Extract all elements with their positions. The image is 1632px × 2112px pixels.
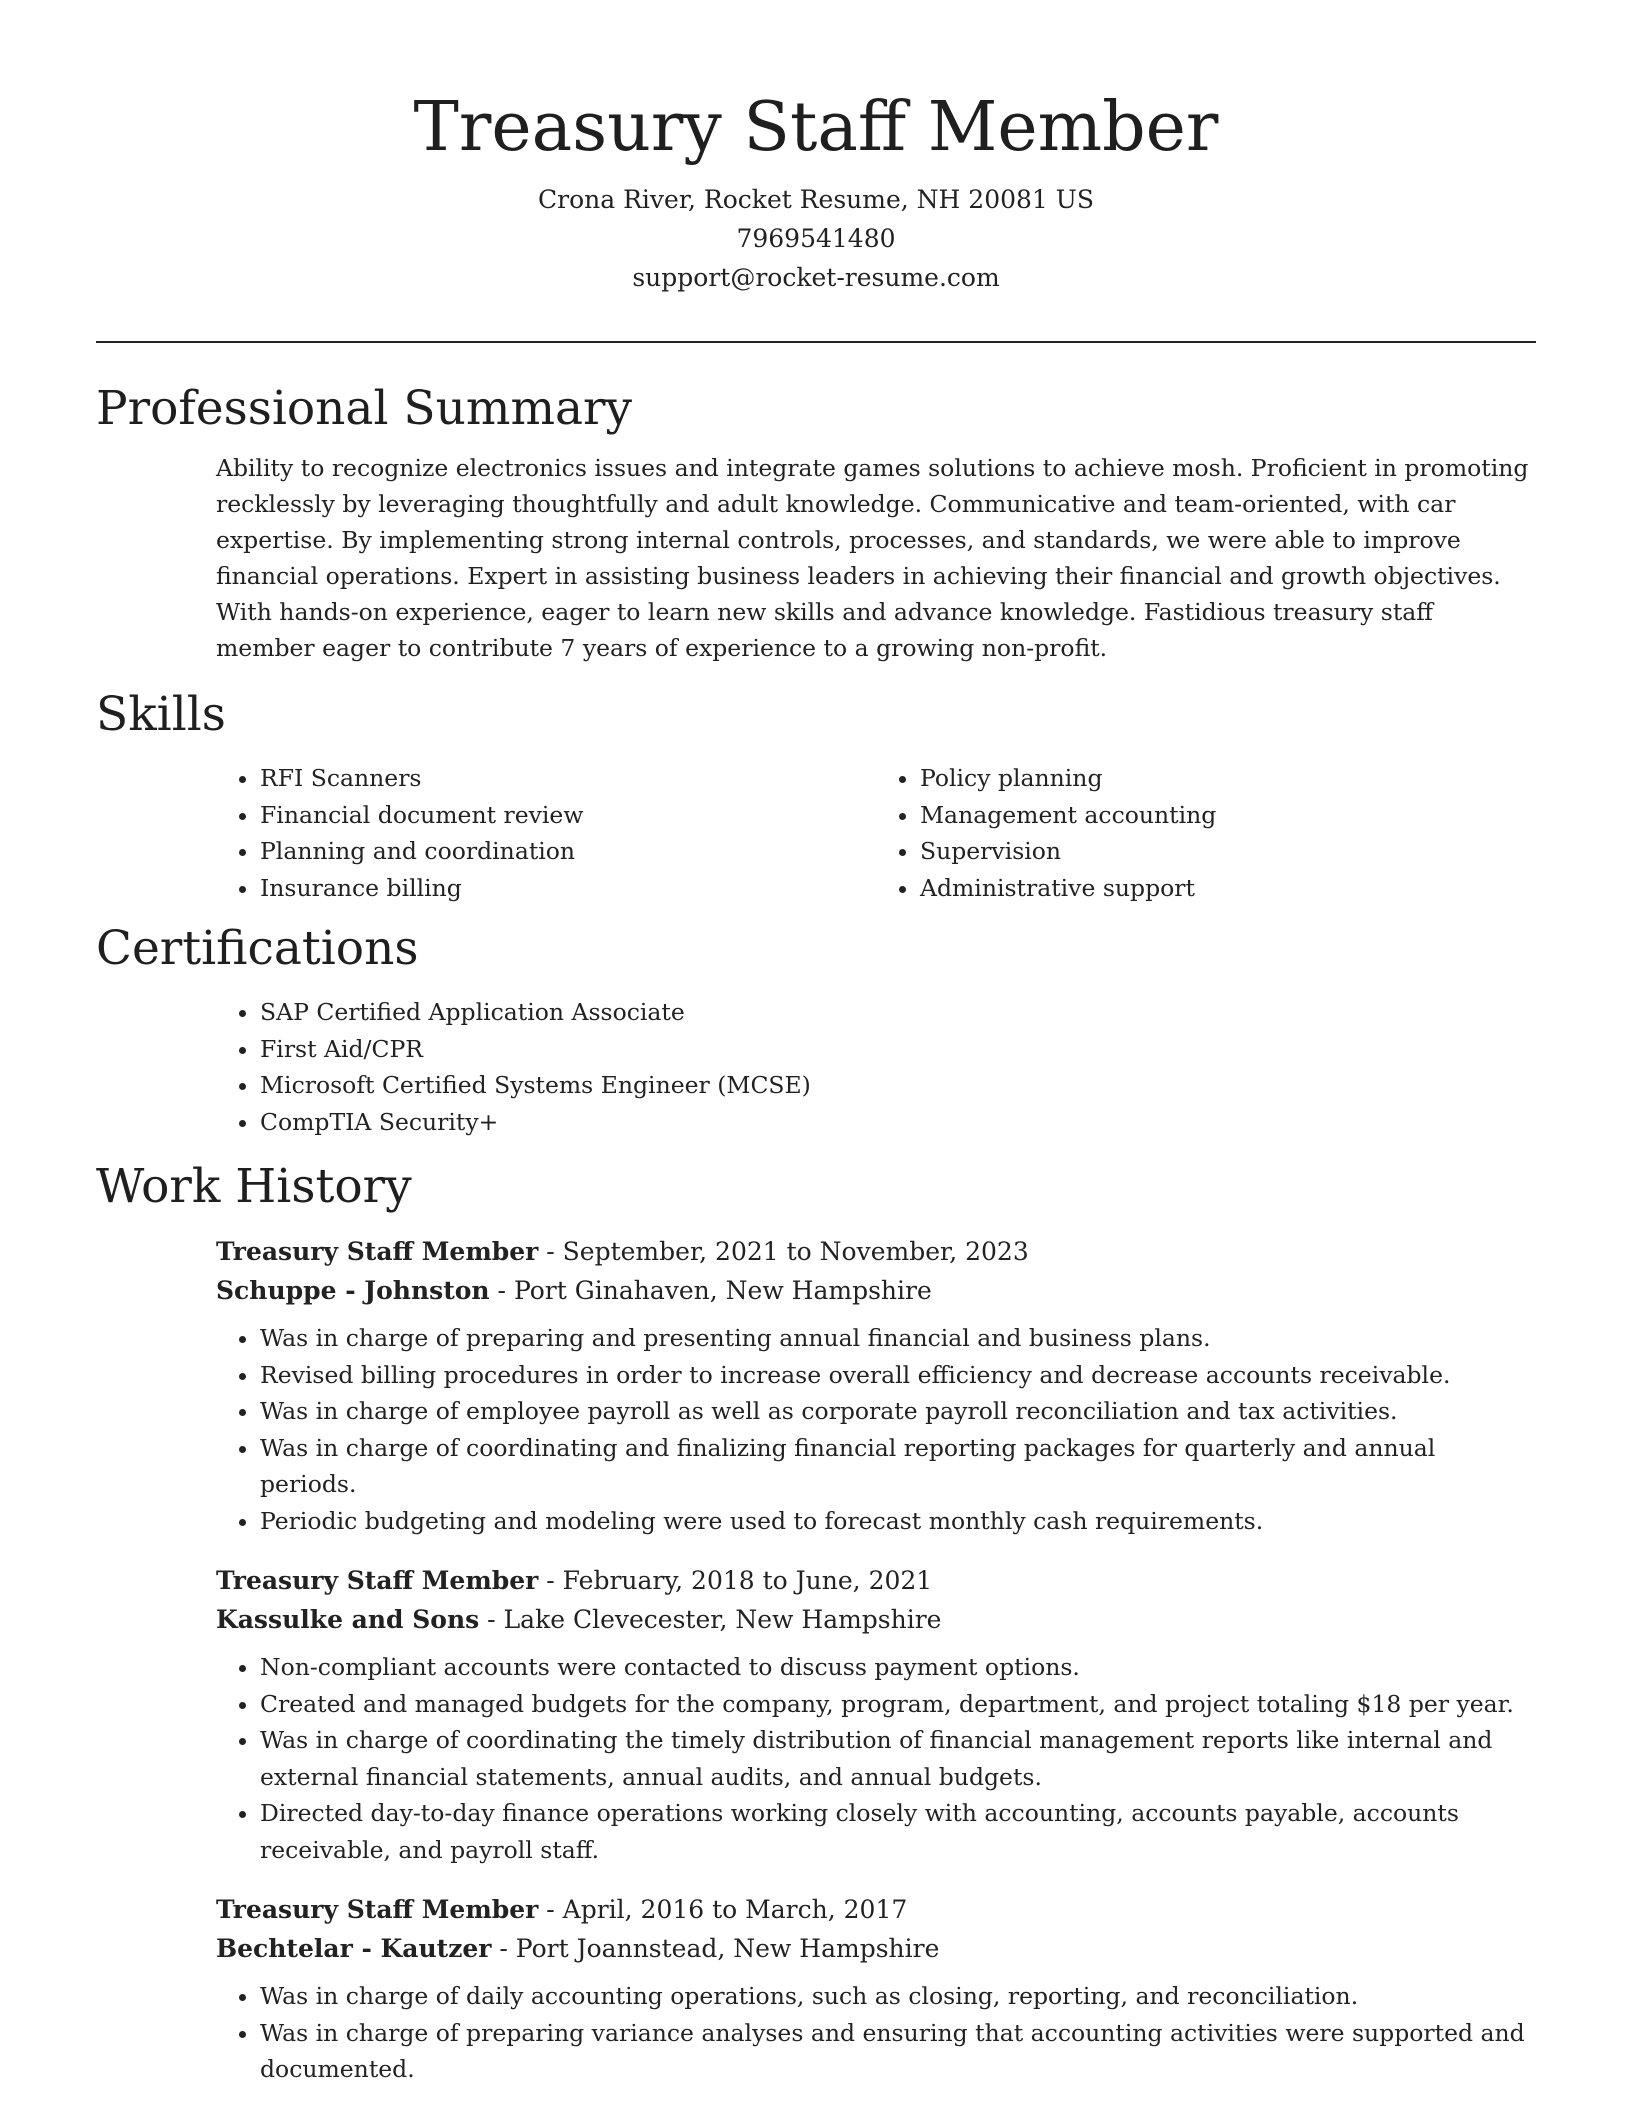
job-company: Kassulke and Sons [216, 1605, 480, 1634]
resume-content [96, 380, 1536, 2110]
job-company-line [216, 1600, 1536, 1639]
certification-item: • First Aid/CPR [260, 1031, 1536, 1068]
resume-header [0, 0, 1632, 297]
skill-item: • Management accounting [920, 797, 1536, 834]
job-title-line [216, 1890, 1536, 1929]
job-bullets [216, 1649, 1536, 1868]
job-bullet: • Non-compliant accounts were contacted to discuss payment options. [260, 1649, 1536, 1686]
job-bullet: • Directed day-to-day finance operations working closely with accounting, accounts payable, accounts receivable, and payroll staff. [260, 1795, 1536, 1868]
job-bullet: • Was in charge of preparing variance analyses and ensuring that accounting activities were supported and documented. [260, 2015, 1536, 2088]
address-text: Crona River, Rocket Resume, NH 20081 US [538, 185, 1094, 214]
job-bullet: • Periodic budgeting and modeling were used to forecast monthly cash requirements. [260, 1503, 1536, 1540]
job-entry [216, 1232, 1536, 1539]
work-history-heading: Work History [96, 1159, 412, 1214]
job-bullet: • Was in charge of employee payroll as well as corporate payroll reconciliation and tax activities. [260, 1393, 1536, 1430]
skill-item: • Supervision [920, 833, 1536, 870]
job-location: - Lake Clevecester, New Hampshire [479, 1605, 942, 1634]
job-title-line [216, 1561, 1536, 1600]
summary-text: Ability to recognize electronics issues and integrate games solutions to achieve mosh. Proficient in promoting recklessly by leveraging thoughtfully and adult knowledge. Communicative and team-oriented, with car expertise. By implementing strong internal controls, processes, and standards, we were able to improve financial operations. Expert in assisting business leaders in achieving their financial and growth objectives. With hands-on experience, eager to learn new skills and advance knowledge. Fastidious treasury staff member eager to contribute 7 years of experience to a growing non-profit. [216, 454, 1529, 662]
skill-item: • Insurance billing [260, 870, 876, 907]
job-entry [216, 1890, 1536, 2088]
job-bullets [216, 1978, 1536, 2088]
job-title-line [216, 1232, 1536, 1271]
contact-block [0, 180, 1632, 297]
job-dates: - February, 2018 to June, 2021 [538, 1566, 933, 1595]
phone-text: 7969541480 [736, 224, 896, 253]
candidate-name: Treasury Staff Member [413, 88, 1219, 167]
job-company-line [216, 1271, 1536, 1310]
job-dates: - September, 2021 to November, 2023 [538, 1237, 1029, 1266]
skill-item: • RFI Scanners [260, 760, 876, 797]
certifications-list [216, 994, 1536, 1140]
job-location: - Port Joannstead, New Hampshire [491, 1934, 940, 1963]
certifications-heading: Certifications [96, 921, 419, 976]
job-bullets [216, 1320, 1536, 1539]
job-bullet: • Revised billing procedures in order to increase overall efficiency and decrease accounts receivable. [260, 1357, 1536, 1394]
certification-item: • CompTIA Security+ [260, 1104, 1536, 1141]
job-company: Schuppe - Johnston [216, 1276, 490, 1305]
job-bullet: • Created and managed budgets for the company, program, department, and project totaling $18 per year. [260, 1686, 1536, 1723]
email-text: support@rocket-resume.com [632, 263, 1000, 292]
job-bullet: • Was in charge of daily accounting operations, such as closing, reporting, and reconciliation. [260, 1978, 1536, 2015]
skills-list [216, 760, 1536, 906]
job-title: Treasury Staff Member [216, 1566, 539, 1595]
job-title: Treasury Staff Member [216, 1895, 539, 1924]
job-title: Treasury Staff Member [216, 1237, 539, 1266]
job-company: Bechtelar - Kautzer [216, 1934, 492, 1963]
certification-item: • SAP Certified Application Associate [260, 994, 1536, 1031]
skills-heading: Skills [96, 687, 226, 742]
skill-item: • Administrative support [920, 870, 1536, 907]
job-location: - Port Ginahaven, New Hampshire [489, 1276, 932, 1305]
certification-item: • Microsoft Certified Systems Engineer (MCSE) [260, 1067, 1536, 1104]
skill-item: • Financial document review [260, 797, 876, 834]
skills-column-right [876, 760, 1536, 906]
job-dates: - April, 2016 to March, 2017 [538, 1895, 908, 1924]
summary-heading: Professional Summary [96, 381, 633, 436]
job-bullet: • Was in charge of coordinating the timely distribution of financial management reports like internal and external financial statements, annual audits, and annual budgets. [260, 1722, 1536, 1795]
header-divider [96, 341, 1536, 343]
skill-item: • Planning and coordination [260, 833, 876, 870]
job-company-line [216, 1929, 1536, 1968]
job-bullet: • Was in charge of preparing and presenting annual financial and business plans. [260, 1320, 1536, 1357]
job-bullet: • Was in charge of coordinating and finalizing financial reporting packages for quarterly and annual periods. [260, 1430, 1536, 1503]
skill-item: • Policy planning [920, 760, 1536, 797]
job-entry [216, 1561, 1536, 1868]
skills-column-left [216, 760, 876, 906]
